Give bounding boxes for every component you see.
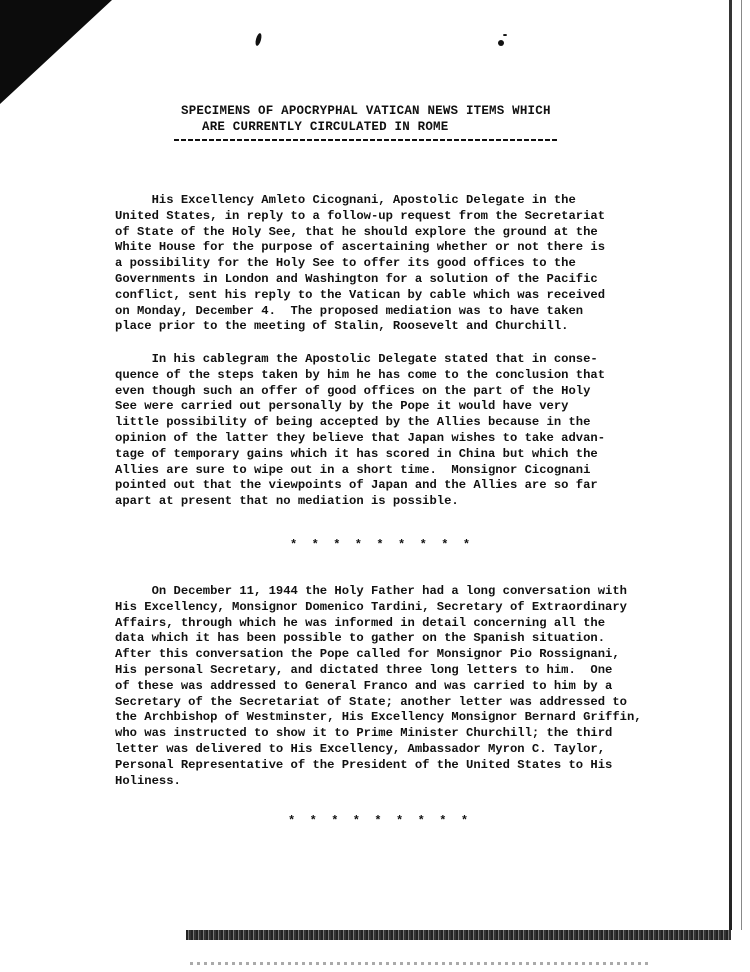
text-line: little possibility of being accepted by the Allies because in the (115, 415, 591, 430)
text-line: Governments in London and Washington for a solution of the Pacific (115, 271, 598, 286)
text-line: United States, in reply to a follow-up request from the Secretariat (115, 208, 606, 223)
text-line: apart at present that no mediation is possible. (115, 494, 459, 509)
paragraph-cablegram (115, 352, 645, 510)
text-line: a possibility for the Holy See to offer its good offices to the (115, 256, 576, 271)
text-line: even though such an offer of good offices on the part of the Holy (115, 383, 591, 398)
page-edge-shadow (729, 0, 732, 930)
text-line: data which it has been possible to gather on the Spanish situation. (115, 631, 606, 646)
section-separator: * * * * * * * * * (288, 814, 472, 828)
title-line-2: ARE CURRENTLY CIRCULATED IN ROME (202, 120, 449, 134)
ink-speck (254, 33, 262, 47)
text-line: His Excellency, Monsignor Domenico Tardini, Secretary of Extraordinary (115, 599, 627, 614)
text-line: pointed out that the viewpoints of Japan and the Allies are so far (115, 478, 598, 493)
scan-noise (190, 962, 650, 965)
text-line: White House for the purpose of ascertaining whether or not there is (115, 240, 606, 255)
text-line: Allies are sure to wipe out in a short time. Monsignor Cicognani (115, 462, 591, 477)
text-line: Secretary of the Secretariat of State; another letter was addressed to (115, 694, 627, 709)
text-line: His Excellency Amleto Cicognani, Apostolic Delegate in the (115, 193, 576, 207)
text-line: who was instructed to show it to Prime Minister Churchill; the third (115, 726, 613, 741)
text-line: on Monday, December 4. The proposed mediation was to have taken (115, 303, 584, 318)
text-line: On December 11, 1944 the Holy Father had a long conversation with (115, 584, 627, 598)
text-line: of these was addressed to General Franco and was carried to him by a (115, 678, 613, 693)
text-line: Personal Representative of the President of the United States to His (115, 757, 613, 772)
text-line: After this conversation the Pope called for Monsignor Pio Rossignani, (115, 647, 620, 662)
paragraph-cicognani-cable (115, 193, 645, 335)
text-line: tage of temporary gains which it has scored in China but which the (115, 446, 598, 461)
section-separator: * * * * * * * * * (290, 538, 474, 552)
text-line: His personal Secretary, and dictated three long letters to him. One (115, 662, 613, 677)
text-line: Affairs, through which he was informed in detail concerning all the (115, 615, 606, 630)
title-line-1: SPECIMENS OF APOCRYPHAL VATICAN NEWS ITEMS WHICH (181, 104, 551, 118)
text-line: In his cablegram the Apostolic Delegate stated that in conse- (115, 352, 598, 366)
page-edge-line (741, 0, 742, 930)
paragraph-holy-father-letters (115, 584, 645, 789)
text-line: Holiness. (115, 773, 181, 788)
text-line: quence of the steps taken by him he has come to the conclusion that (115, 367, 606, 382)
page-bottom-edge (186, 930, 731, 940)
text-line: conflict, sent his reply to the Vatican by cable which was received (115, 287, 606, 302)
text-line: place prior to the meeting of Stalin, Roosevelt and Churchill. (115, 319, 569, 334)
text-line: See were carried out personally by the Pope it would have very (115, 399, 569, 414)
folded-page-corner (0, 0, 112, 104)
text-line: of State of the Holy See, that he should explore the ground at the (115, 224, 598, 239)
ink-speck (503, 34, 507, 36)
text-line: the Archbishop of Westminster, His Excellency Monsignor Bernard Griffin, (115, 710, 642, 725)
title-underline (174, 139, 558, 141)
text-line: letter was delivered to His Excellency, Ambassador Myron C. Taylor, (115, 741, 606, 756)
ink-speck (498, 40, 504, 46)
text-line: opinion of the latter they believe that Japan wishes to take advan- (115, 430, 606, 445)
